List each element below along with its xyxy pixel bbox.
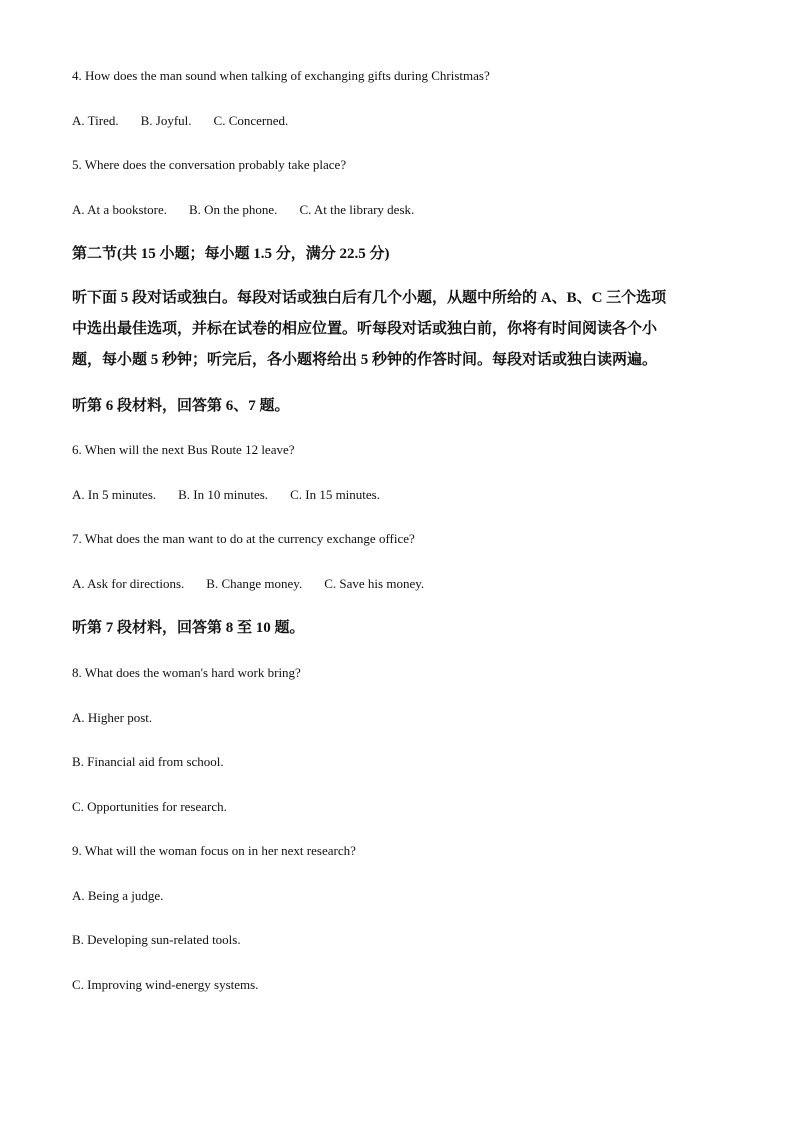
option-5a: A. At a bookstore.	[72, 202, 167, 217]
material-7-heading: 听第 7 段材料，回答第 8 至 10 题。	[72, 620, 305, 636]
option-9a: A. Being a judge.	[72, 888, 164, 903]
question-7: 7. What does the man want to do at the currency exchange office?	[72, 531, 415, 546]
option-8c: C. Opportunities for research.	[72, 799, 227, 814]
instruction-line-2: 中选出最佳选项，并标在试卷的相应位置。听每段对话或独白前，你将有时间阅读各个小	[72, 321, 658, 337]
question-4-options	[72, 113, 310, 129]
option-4a: A. Tired.	[72, 113, 119, 128]
section-instructions	[72, 283, 722, 376]
question-8: 8. What does the woman's hard work bring?	[72, 665, 301, 680]
material-6-heading: 听第 6 段材料，回答第 6、7 题。	[72, 398, 290, 414]
option-9b: B. Developing sun-related tools.	[72, 932, 241, 947]
option-8b: B. Financial aid from school.	[72, 754, 224, 769]
question-6-options	[72, 487, 402, 503]
question-7-options	[72, 576, 446, 592]
question-6: 6. When will the next Bus Route 12 leave?	[72, 442, 295, 457]
option-6a: A. In 5 minutes.	[72, 487, 157, 502]
option-7c: C. Save his money.	[324, 576, 425, 591]
option-7a: A. Ask for directions.	[72, 576, 185, 591]
option-5b: B. On the phone.	[188, 202, 278, 217]
option-7b: B. Change money.	[206, 576, 303, 591]
option-4b: B. Joyful.	[140, 113, 192, 128]
question-5-options	[72, 202, 436, 218]
option-9c: C. Improving wind-energy systems.	[72, 977, 259, 992]
option-5c: C. At the library desk.	[299, 202, 415, 217]
question-9: 9. What will the woman focus on in her next research?	[72, 843, 356, 858]
question-4: 4. How does the man sound when talking of exchanging gifts during Christmas?	[72, 68, 490, 83]
option-4c: C. Concerned.	[213, 113, 289, 128]
instruction-line-1: 听下面 5 段对话或独白。每段对话或独白后有几个小题，从题中所给的 A、B、C 三个选项	[72, 290, 667, 306]
question-5: 5. Where does the conversation probably take place?	[72, 157, 347, 172]
option-8a: A. Higher post.	[72, 710, 153, 725]
section-title: 第二节(共 15 小题；每小题 1.5 分，满分 22.5 分)	[72, 246, 390, 262]
instruction-line-3: 题，每小题 5 秒钟；听完后，各小题将给出 5 秒钟的作答时间。每段对话或独白读两遍。	[72, 352, 658, 368]
option-6b: B. In 10 minutes.	[178, 487, 269, 502]
option-6c: C. In 15 minutes.	[290, 487, 380, 502]
